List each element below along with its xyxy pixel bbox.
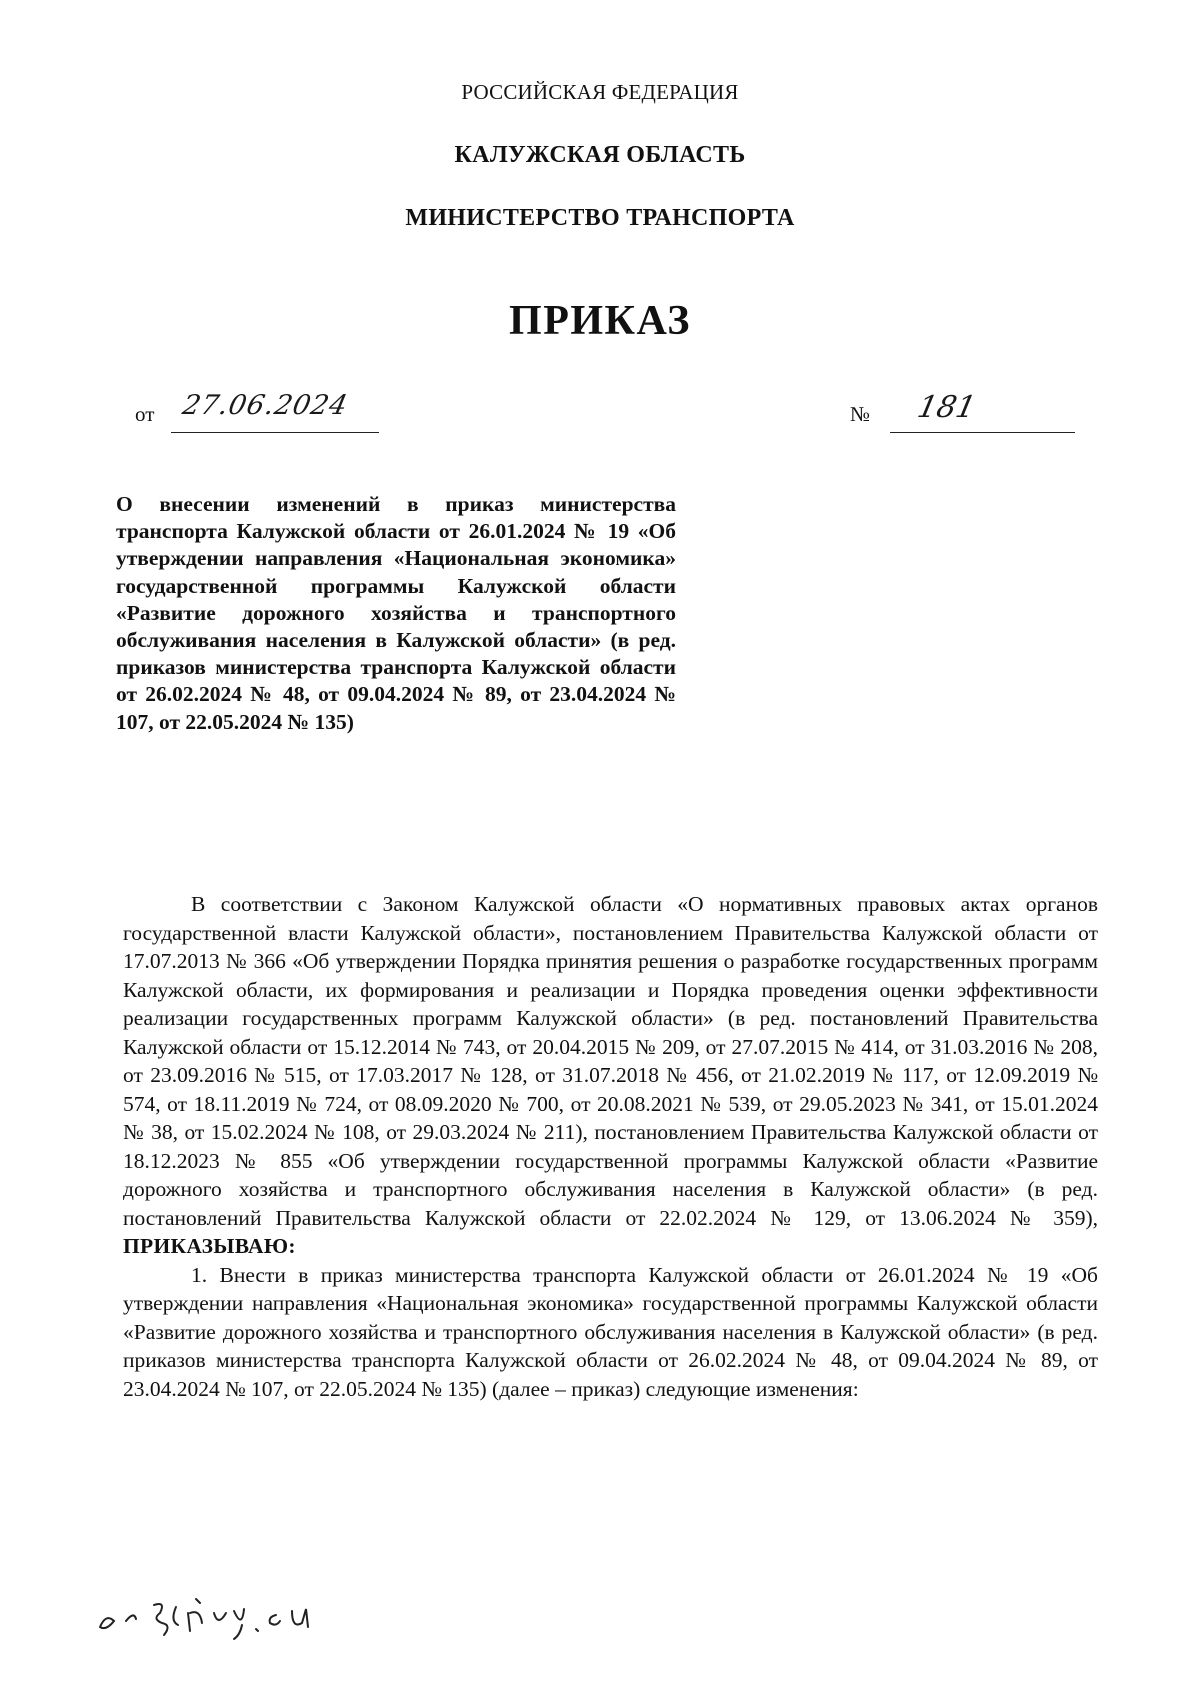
order-subject: О внесении изменений в приказ министерства транспорта Калужской области от 26.01.2024 № 19 «Об утверждении направления «Национальная экономика» государственной программы Калужской области «Развитие дорожного хозяйства и транспортного обслуживания населения в Калужской области» (в ред. приказов министерства транспорта Калужской области от 26.02.2024 № 48, от 09.04.2024 № 89, от 23.04.2024 № 107, от 22.05.2024 № 135) xyxy=(116,492,676,734)
document-type-title: ПРИКАЗ xyxy=(509,298,691,344)
ministry-heading: МИНИСТЕРСТВО ТРАНСПОРТА xyxy=(405,205,795,231)
preamble-text: В соответствии с Законом Калужской области «О нормативных правовых актах органов государственной власти Калужской области», постановлением Правительства Калужской области от 17.07.2013 № 366 «Об утверждении Порядка принятия решения о разработке государственных программ Калужской области, их формирования и реализации и Порядка проведения оценки эффективности реализации государственных программ Калужской области» (в ред. постановлений Правительства Калужской области от 15.12.2014 № 743, от 20.04.2015 № 209, от 27.07.2015 № 414, от 31.03.2016 № 208, от 23.09.2016 № 515, от 17.03.2017 № 128, от 31.07.2018 № 456, от 21.02.2019 № 117, от 12.09.2019 № 574, от 18.11.2019 № 724, от 08.09.2020 № 700, от 20.08.2021 № 539, от 29.05.2023 № 341, от 15.01.2024 № 38, от 15.02.2024 № 108, от 29.03.2024 № 211), постановлением Правительства Калужской области от 18.12.2023 № 855 «Об утверждении государственной программы Калужской области «Развитие дорожного хозяйства и транспортного обслуживания населения в Калужской области» (в ред. постановлений Правительства Калужской области от 22.02.2024 № 129, от 13.06.2024 № 359), xyxy=(123,892,1098,1230)
country-heading: РОССИЙСКАЯ ФЕДЕРАЦИЯ xyxy=(461,80,739,104)
date-prefix: от xyxy=(135,402,155,426)
handwritten-note xyxy=(92,1585,342,1645)
order-body xyxy=(123,890,1098,1403)
preamble-paragraph xyxy=(123,890,1098,1261)
date-handwritten: 27.06.2024 xyxy=(179,390,351,421)
region-heading: КАЛУЖСКАЯ ОБЛАСТЬ xyxy=(454,142,746,168)
number-handwritten: 181 xyxy=(914,390,979,425)
number-underline xyxy=(890,432,1075,433)
order-word: ПРИКАЗЫВАЮ: xyxy=(123,1234,296,1258)
date-underline xyxy=(171,432,379,433)
date-number-row xyxy=(135,388,1075,438)
date-field xyxy=(135,388,385,438)
number-prefix: № xyxy=(850,402,871,426)
number-field xyxy=(850,388,1075,438)
item-1-paragraph: 1. Внести в приказ министерства транспорта Калужской области от 26.01.2024 № 19 «Об утверждении направления «Национальная экономика» государственной программы Калужской области «Развитие дорожного хозяйства и транспортного обслуживания населения в Калужской области» (в ред. приказов министерства транспорта Калужской области от 26.02.2024 № 48, от 09.04.2024 № 89, от 23.04.2024 № 107, от 22.05.2024 № 135) (далее – приказ) следующие изменения: xyxy=(123,1262,1098,1401)
